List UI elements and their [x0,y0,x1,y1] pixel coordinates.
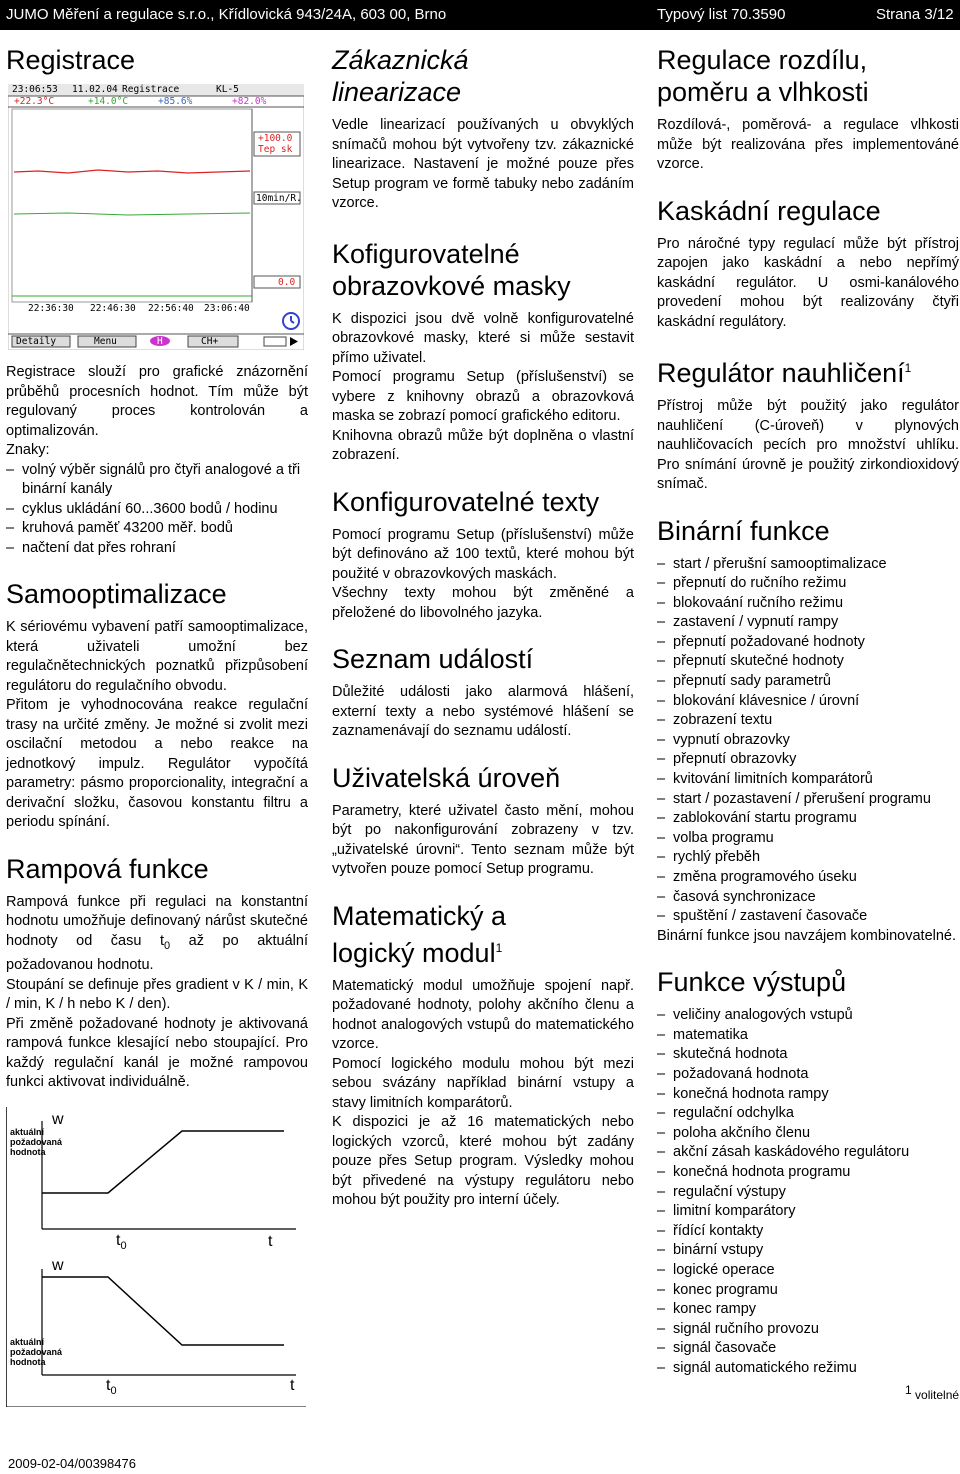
screen-time: 23:06:53 [12,84,58,95]
list-item: – požadovaná hodnota [657,1065,959,1085]
uroven-p: Parametry, které uživatel často mění, mohou být po nakonfigurování zobrazeny v tzv. „uživatelské úrovni“. Tento seznam může být vytvořen pouze pomocí Setup programu. [332,802,634,877]
binarni-block [657,555,959,947]
list-item: – kvitování limitních komparátorů [657,770,959,790]
vystupy-list [657,1006,959,1378]
mat-p1: Matematický modul umožňuje spojení např. požadované hodnoty, polohy akčního členu a hodnot analogových vstupů do matematického vzorce. [332,977,634,1052]
mat-title-a: Matematický a [332,900,507,931]
list-item: – veličiny analogových vstupů [657,1006,959,1026]
nauh-block [657,397,959,495]
nauh-p: Přístroj může být použitý jako regulátor nauhličení (C-úroveň) v plynových nauhličovacích pecích pro množství uhlíku. Pro snímání úrovně je použitý zirkondioxidový snímač. [657,398,959,492]
ramp-diagram [6,1107,306,1407]
screen-time-3: 22:56:40 [148,303,194,314]
heading-zakaznicka: Zákaznická linearizace [332,45,469,107]
list-item: – start / přerušní samooptimalizace [657,555,959,575]
list-item: – signál časovače [657,1339,959,1359]
column-2 [332,44,634,1231]
diagram-t0-bottom: $t_0$ [106,1376,117,1398]
label-line: požadovaná [10,1136,63,1147]
list-item: – volný výběr signálů pro čtyři analogové a tři binární kanály [6,461,308,500]
mat-p2: Pomocí logického modulu mohou být mezi sebou svázány například binární vstupy a stavy limitních komparátorů. [332,1055,634,1111]
heading-texty: Konfigurovatelné texty [332,486,600,517]
udalosti-p: Důležité události jako alarmová hlášení, externí texty a nebo systémové hlášení se zaznamenávají do seznamu událostí. [332,684,634,739]
mat-title-b: logický modul [332,937,496,968]
uroven-block [332,802,634,880]
kofig-p3: Knihovna obrazů může být doplněna o vlastní zobrazení. [332,427,634,463]
rampa-p3: Při změně požadované hodnoty je aktivovaná rampová funkce klesající nebo stoupající. Pro každý regulační kanál je možné rampovou funkci aktivovat individuálně. [6,1015,308,1091]
binarni-list [657,555,959,927]
samo-block [6,618,308,833]
rampa-p1-sub: 0 [164,939,171,952]
page-number: Strana 3/12 [876,6,954,23]
list-item: – načtení dat přes rohraní [6,539,308,559]
footnote-number: 1 [905,1383,912,1397]
list-item: – rychlý přeběh [657,848,959,868]
rozdil-p: Rozdílová-, poměrová- a regulace vlhkosti může být realizována přes implementováné vzorce. [657,117,959,172]
samo-p1: K sériovému vybavení patří samooptimalizace, která uživateli umožní bez regulačnětechnických poznatků přizpůsobení regulátoru do regulačního obvodu. [6,619,308,694]
list-item: – volba programu [657,829,959,849]
rampa-p1 [6,893,308,976]
list-item: – přepnutí obrazovky [657,750,959,770]
rozdil-block [657,116,959,175]
texty-p1: Pomocí programu Setup (příslušenství) může být definováno až 100 textů, které mohou být použité v obrazovkových maskách. [332,526,634,582]
list-item: – konečná hodnota rampy [657,1085,959,1105]
binarni-tail: Binární funkce jsou navzájem kombinovatelné. [657,927,957,944]
texty-p2: Všechny texty mohou být změněné a přeložené do libovolného jazyka. [332,585,634,621]
softkey-detaily: Detaily [16,336,57,347]
screen-tep-label: Tep sk [258,144,293,155]
rampa-p1a: Rampová funkce při regulaci na konstantní hodnotu umožňuje definovaný nárůst skutečné hodnoty od času t [6,893,308,949]
footnote-text: volitelné [915,1388,960,1402]
list-item: – signál automatického režimu [657,1359,959,1379]
list-item: – signál ručního provozu [657,1320,959,1340]
list-item: – konec rampy [657,1300,959,1320]
heading-kofigurovatelne: Kofigurovatelné obrazovkové masky [332,238,571,301]
kaskad-block [657,235,959,333]
samo-p2: Přitom je vyhodnocována reakce regulační trasy na určité změny. Je možné si zvolit mezi oscilační metodou a nebo reakce na jednotkový impulz. Regulátor vypočítá parametry: pásmo proporcionality, integrační a derivační složku, časovou konstantu filtru a periodu spínání. [6,697,308,831]
kofig-p1: K dispozici jsou dvě volně konfigurovatelné obrazovkové masky, které si může sestavit přímo uživatel. [332,310,634,366]
list-item: – start / pozastavení / přerušení programu [657,790,959,810]
list-item: – cyklus ukládání 60...3600 bodů / hodinu [6,500,308,520]
rampa-p1b: až po aktuální požadovanou hodnotu. [6,932,308,974]
texty-block [332,526,634,624]
kaskad-p: Pro náročné typy regulací může být přístroj zapojen jako kaskádní a nebo nepřímý kaskádní regulátor. U osmi-kanálového provedení mohou být realizovány čtyři kaskádní regulátory. [657,235,959,330]
list-item: – blokování klávesnice / úrovní [657,692,959,712]
mat-sup: 1 [495,940,503,955]
label-line: požadovaná [10,1346,63,1357]
screen-max-value: +100.0 [258,133,293,144]
znaky-label: Znaky: [6,442,50,458]
nauh-title: Regulátor nauhličení [657,358,905,388]
heading-rozdil: Regulace rozdílu, poměru a vlhkosti [657,45,869,107]
label-line: aktuální [10,1336,45,1347]
nauh-sup: 1 [904,361,912,375]
zak-p: Vedle linearizací používaných u obvyklých snímačů mohou být vytvořeny tzv. zákaznické linearizace. Nastavení je možné pouze přes Setup program ve formě tabuky nebo zadáním vzorce. [332,117,634,211]
list-item: – akční zásah kaskádového regulátoru [657,1143,959,1163]
rampa-block [6,893,308,1093]
list-item: – řídící kontakty [657,1222,959,1242]
label-line: hodnota [10,1146,46,1157]
list-item: – vypnutí obrazovky [657,731,959,751]
heading-uroven: Uživatelská úroveň [332,762,561,793]
udalosti-block [332,683,634,742]
screen-value-2: +14.0°C [88,96,129,107]
list-item: – přepnutí do ručního režimu [657,574,959,594]
diagram-label-bottom [10,1337,62,1367]
column-3 [657,44,959,1379]
footnote [905,1383,959,1402]
list-item: – přepnutí sady parametrů [657,672,959,692]
footer-doc-id: 2009-02-04/00398476 [8,1456,136,1471]
list-item: – spuštění / zastavení časovače [657,907,959,927]
mat-p3: K dispozici je až 16 matematických nebo logických vzorců, které mohou být zadány pouze přes Setup program. Výsledky mohou být přivedené na výstupy regulátoru nebo mohou být použity pro interní účely. [332,1114,634,1208]
zak-block [332,116,634,214]
diagram-t-bottom: t [290,1376,295,1394]
list-item: – poloha akčního členu [657,1124,959,1144]
screen-mode: Registrace [122,84,180,95]
znaky-list [6,461,308,559]
heading-vystupy: Funkce výstupů [657,967,847,998]
list-item: – časová synchronizace [657,888,959,908]
sheet-number: Typový list 70.3590 [657,6,786,23]
list-item: – přepnutí skutečné hodnoty [657,652,959,672]
screen-time-4: 23:06:40 [204,303,250,314]
heading-nauhliceni [657,352,959,389]
screen-label: KL-5 [216,84,239,95]
softkey-ch-plus: CH+ [201,336,219,347]
heading-udalosti: Seznam událostí [332,644,534,674]
list-item: – regulační odchylka [657,1104,959,1124]
diagram-t0-top: $t_0$ [116,1231,127,1253]
column-1 [6,44,308,1407]
list-item: – binární vstupy [657,1241,959,1261]
list-item: – skutečná hodnota [657,1045,959,1065]
heading-samooptimalizace: Samooptimalizace [6,579,227,610]
heading-matematicky [332,900,634,969]
screen-value-1: +22.3°C [14,96,55,107]
list-item: – přepnutí požadované hodnoty [657,633,959,653]
list-item: – zastavení / vypnutí rampy [657,613,959,633]
rampa-p2: Stoupání se definuje přes gradient v K / min, K / min, K / h nebo K / den). [6,976,308,1013]
screen-value-3: +85.6% [158,96,193,107]
label-line: aktuální [10,1126,45,1137]
mat-block [332,977,634,1211]
header-bar [0,0,960,30]
registration-screenshot [8,84,304,350]
list-item: – blokovaání ručního režimu [657,594,959,614]
list-item: – změna programového úseku [657,868,959,888]
screen-time-2: 22:46:30 [90,303,136,314]
screen-interval: 10min/R. [256,193,302,204]
list-item: – regulační výstupy [657,1183,959,1203]
screen-time-1: 22:36:30 [28,303,74,314]
softkey-menu: Menu [94,336,117,347]
heading-binarni: Binární funkce [657,515,830,546]
heading-registrace: Registrace [6,45,136,75]
list-item: – matematika [657,1026,959,1046]
list-item: – kruhová paměť 43200 měř. bodů [6,519,308,539]
diagram-w-bottom: w [52,1256,64,1274]
registrace-text: Registrace slouží pro grafické znázornění průběhů procesních hodnot. Tím může být regulovaný proces kontrolován a optimalizován. [6,364,308,439]
heading-kaskadni: Kaskádní regulace [657,195,881,226]
kofig-block [332,310,634,466]
diagram-t-top: t [268,1232,273,1250]
registrace-block [6,363,308,558]
label-line: hodnota [10,1356,46,1367]
screen-min-value: 0.0 [278,277,296,288]
heading-rampova-funkce: Rampová funkce [6,853,209,884]
diagram-label-top [10,1127,62,1157]
screen-value-4: +82.0% [232,96,267,107]
screen-date: 11.02.04 [72,84,118,95]
list-item: – zobrazení textu [657,711,959,731]
list-item: – konečná hodnota programu [657,1163,959,1183]
list-item: – konec programu [657,1281,959,1301]
list-item: – limitní komparátory [657,1202,959,1222]
kofig-p2: Pomocí programu Setup (příslušenství) se vybere z knihovny obrazů a obrazovková maska se zobrazí pomocí grafického editoru. [332,369,634,424]
list-item: – logické operace [657,1261,959,1281]
diagram-w-top: w [52,1110,64,1128]
company-address: JUMO Měření a regulace s.r.o., Křídlovická 943/24A, 603 00, Brno [6,6,447,23]
list-item: – zablokování startu programu [657,809,959,829]
softkey-h: H [157,336,163,347]
